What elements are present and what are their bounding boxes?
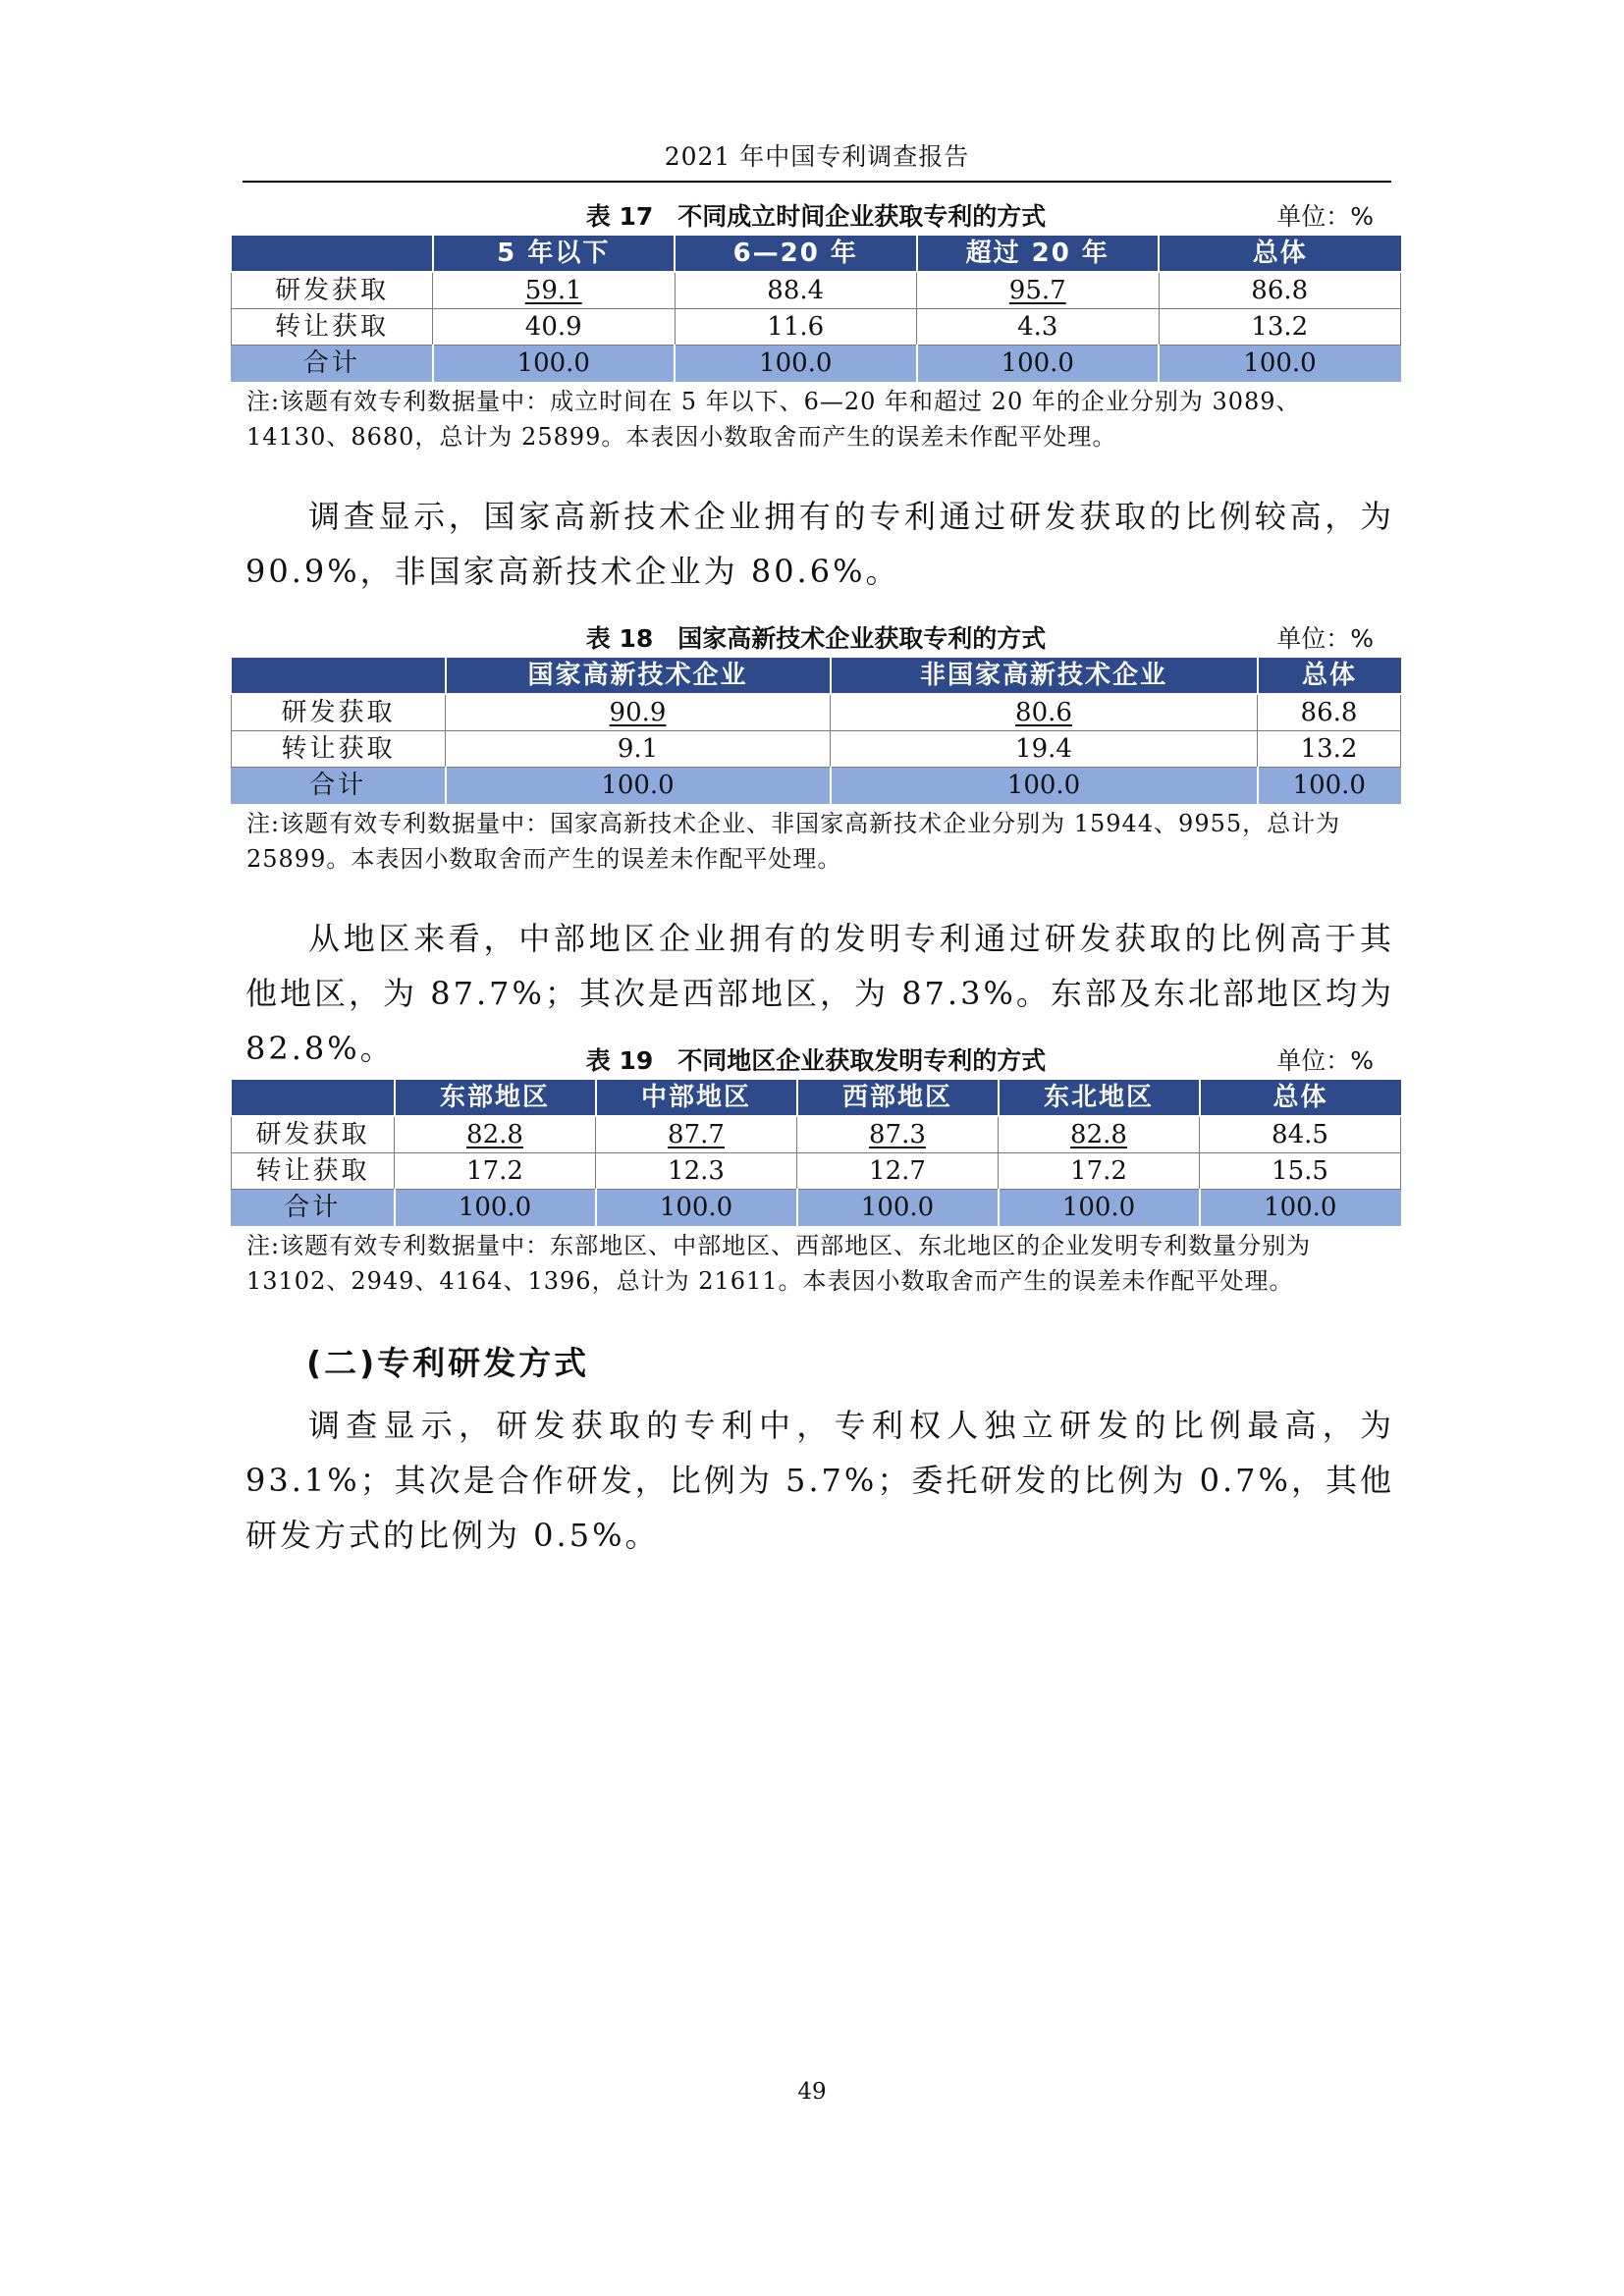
- row-label: 合计: [232, 1190, 395, 1226]
- table-caption: 表 17 不同成立时间企业获取专利的方式: [585, 202, 1047, 231]
- column-header: 非国家高新技术企业: [831, 658, 1258, 694]
- table-cell: 40.9: [433, 309, 676, 346]
- table-19: [231, 1042, 1401, 1299]
- row-label: 转让获取: [232, 309, 433, 346]
- table-unit: 单位：%: [1276, 1046, 1374, 1075]
- table-cell: 86.8: [1258, 694, 1401, 731]
- column-header-empty: [232, 658, 446, 694]
- table-note: 注:该题有效专利数据量中：国家高新技术企业、非国家高新技术企业分别为 15944、9955，总计为 25899。本表因小数取舍而产生的误差未作配平处理。: [246, 810, 1341, 873]
- table-cell: 100.0: [1159, 346, 1401, 382]
- table-unit: 单位：%: [1276, 624, 1374, 653]
- table-row: [232, 731, 1401, 768]
- table-cell: 12.7: [797, 1153, 999, 1190]
- cell-value: 90.9: [609, 698, 667, 727]
- cell-value: 82.8: [466, 1120, 523, 1149]
- table-cell: 88.4: [675, 272, 917, 309]
- table-total-row: [232, 768, 1401, 804]
- table-cell: 100.0: [797, 1190, 999, 1226]
- cell-value: 95.7: [1008, 276, 1066, 305]
- table-cell: 86.8: [1159, 272, 1401, 309]
- cell-value: 87.7: [668, 1120, 725, 1149]
- table-17: [231, 198, 1401, 454]
- row-label: 转让获取: [232, 731, 446, 768]
- table-cell: [917, 272, 1160, 309]
- column-header: 中部地区: [596, 1080, 797, 1116]
- column-header: 西部地区: [797, 1080, 999, 1116]
- column-header: 超过 20 年: [917, 236, 1160, 272]
- cell-value: 82.8: [1070, 1120, 1127, 1149]
- table-cell: 13.2: [1258, 731, 1401, 768]
- table-row: [232, 694, 1401, 731]
- table-cell: 9.1: [446, 731, 831, 768]
- table-total-row: [232, 346, 1401, 382]
- column-header: 东北地区: [999, 1080, 1200, 1116]
- table-header-row: [232, 658, 1401, 694]
- column-header-empty: [232, 236, 433, 272]
- column-header: 东部地区: [395, 1080, 596, 1116]
- table-cell: 17.2: [395, 1153, 596, 1190]
- table-caption: 表 18 国家高新技术企业获取专利的方式: [585, 624, 1047, 653]
- row-label: 研发获取: [232, 694, 446, 731]
- column-header: 总体: [1159, 236, 1401, 272]
- table-cell: 100.0: [446, 768, 831, 804]
- table-cell: [831, 694, 1258, 731]
- table-cell: 13.2: [1159, 309, 1401, 346]
- table-cell: 100.0: [831, 768, 1258, 804]
- header-rule: [243, 181, 1391, 183]
- paragraph: 从地区来看，中部地区企业拥有的发明专利通过研发获取的比例高于其他地区，为 87.7%；其次是西部地区，为 87.3%。东部及东北部地区均为 82.8%。: [245, 920, 1394, 1067]
- page-header-title: 2021 年中国专利调查报告: [664, 142, 970, 171]
- table-cell: 19.4: [831, 731, 1258, 768]
- table-cell: 100.0: [1258, 768, 1401, 804]
- column-header: 总体: [1258, 658, 1401, 694]
- table-cell: 100.0: [675, 346, 917, 382]
- table-cell: 17.2: [999, 1153, 1200, 1190]
- table-cell: 100.0: [917, 346, 1160, 382]
- table-header-row: [232, 236, 1401, 272]
- table-row: [232, 1116, 1401, 1153]
- row-label: 研发获取: [232, 1116, 395, 1153]
- page-number: 49: [797, 2079, 827, 2105]
- table-cell: 100.0: [999, 1190, 1200, 1226]
- cell-value: 59.1: [524, 276, 582, 305]
- table-cell: 4.3: [917, 309, 1160, 346]
- paragraph: 调查显示，研发获取的专利中，专利权人独立研发的比例最高，为 93.1%；其次是合作研发，比例为 5.7%；委托研发的比例为 0.7%，其他研发方式的比例为 0.5%。: [245, 1407, 1394, 1554]
- table-cell: 100.0: [596, 1190, 797, 1226]
- table-cell: [446, 694, 831, 731]
- table-cell: [395, 1116, 596, 1153]
- row-label: 转让获取: [232, 1153, 395, 1190]
- column-header: 国家高新技术企业: [446, 658, 831, 694]
- table-cell: 100.0: [395, 1190, 596, 1226]
- row-label: 合计: [232, 346, 433, 382]
- table-cell: 11.6: [675, 309, 917, 346]
- table-18: [231, 620, 1401, 877]
- column-header-empty: [232, 1080, 395, 1116]
- table-header-row: [232, 1080, 1401, 1116]
- row-label: 研发获取: [232, 272, 433, 309]
- table-caption: 表 19 不同地区企业获取发明专利的方式: [585, 1046, 1047, 1075]
- row-label: 合计: [232, 768, 446, 804]
- table-cell: 15.5: [1200, 1153, 1401, 1190]
- table-note: 注:该题有效专利数据量中：东部地区、中部地区、西部地区、东北地区的企业发明专利数量分别为 13102、2949、4164、1396，总计为 21611。本表因小数取舍而产生的误差未作配平处理。: [246, 1232, 1312, 1295]
- section-heading: (二)专利研发方式: [306, 1344, 590, 1382]
- table-note: 注:该题有效专利数据量中：成立时间在 5 年以下、6—20 年和超过 20 年的企业分别为 3089、14130、8680，总计为 25899。本表因小数取舍而产生的误差未作配平处理。: [246, 388, 1301, 451]
- table-row: [232, 272, 1401, 309]
- table-cell: 12.3: [596, 1153, 797, 1190]
- cell-value: 87.3: [869, 1120, 926, 1149]
- column-header: 总体: [1200, 1080, 1401, 1116]
- table-cell: 84.5: [1200, 1116, 1401, 1153]
- table-total-row: [232, 1190, 1401, 1226]
- cell-value: 80.6: [1015, 698, 1072, 727]
- table-unit: 单位：%: [1276, 202, 1374, 231]
- column-header: 6—20 年: [675, 236, 917, 272]
- table-cell: [999, 1116, 1200, 1153]
- table-cell: [596, 1116, 797, 1153]
- paragraph: 调查显示，国家高新技术企业拥有的专利通过研发获取的比例较高，为 90.9%，非国家高新技术企业为 80.6%。: [245, 498, 1394, 590]
- table-row: [232, 309, 1401, 346]
- column-header: 5 年以下: [433, 236, 676, 272]
- table-cell: [797, 1116, 999, 1153]
- table-cell: 100.0: [433, 346, 676, 382]
- table-cell: 100.0: [1200, 1190, 1401, 1226]
- table-row: [232, 1153, 1401, 1190]
- table-cell: [433, 272, 676, 309]
